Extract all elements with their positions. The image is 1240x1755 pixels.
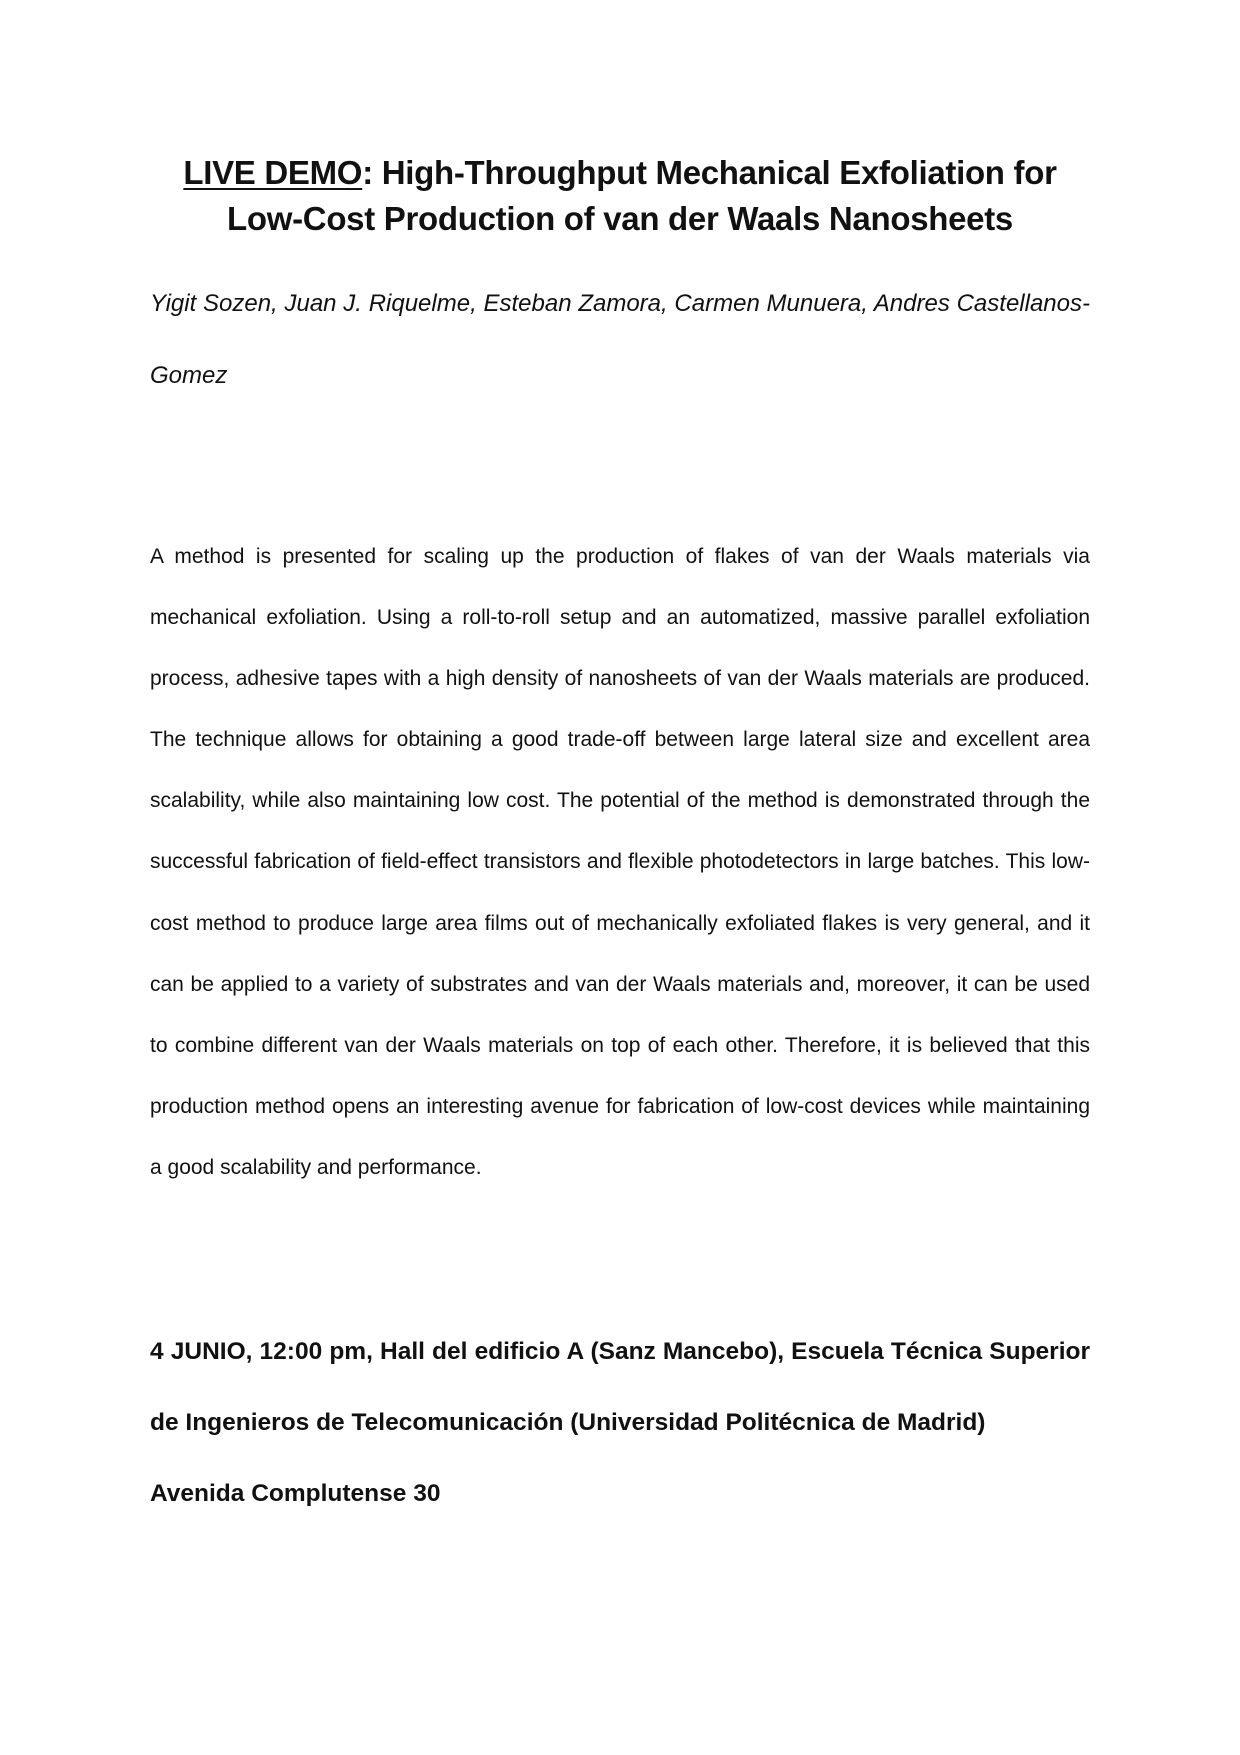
abstract-paragraph: A method is presented for scaling up the production of flakes of van der Waals materials via mechanical exfoliation. Using a roll-to-roll setup and an automatized, massive parallel exfoliation process, adhesive tapes with a high density of nanosheets of van der Waals materials are produced. The technique allows for obtaining a good trade-off between large lateral size and excellent area scalability, while also maintaining low cost. The potential of the method is demonstrated through the successful fabrication of field-effect transistors and flexible photodetectors in large batches. This low-cost method to produce large area films out of mechanically exfoliated flakes is very general, and it can be applied to a variety of substrates and van der Waals materials and, moreover, it can be used to combine different van der Waals materials on top of each other. Therefore, it is believed that this production method opens an interesting avenue for fabrication of low-cost devices while maintaining a good scalability and performance. <box>150 545 1090 1179</box>
title-text: : High-Throughput Mechanical Exfoliation for Low-Cost Production of van der Waals Nanosheets <box>227 154 1057 237</box>
event-address: Avenida Complutense 30 <box>150 1480 441 1507</box>
document-title <box>150 150 1090 242</box>
author-list: Yigit Sozen, Juan J. Riquelme, Esteban Zamora, Carmen Munuera, Andres Castellanos-Gomez <box>150 290 1090 389</box>
event-details: 4 JUNIO, 12:00 pm, Hall del edificio A (Sanz Mancebo), Escuela Técnica Superior de Ingenieros de Telecomunicación (Universidad Politécnica de Madrid) <box>150 1338 1090 1436</box>
title-live-demo-label: LIVE DEMO <box>183 154 363 191</box>
